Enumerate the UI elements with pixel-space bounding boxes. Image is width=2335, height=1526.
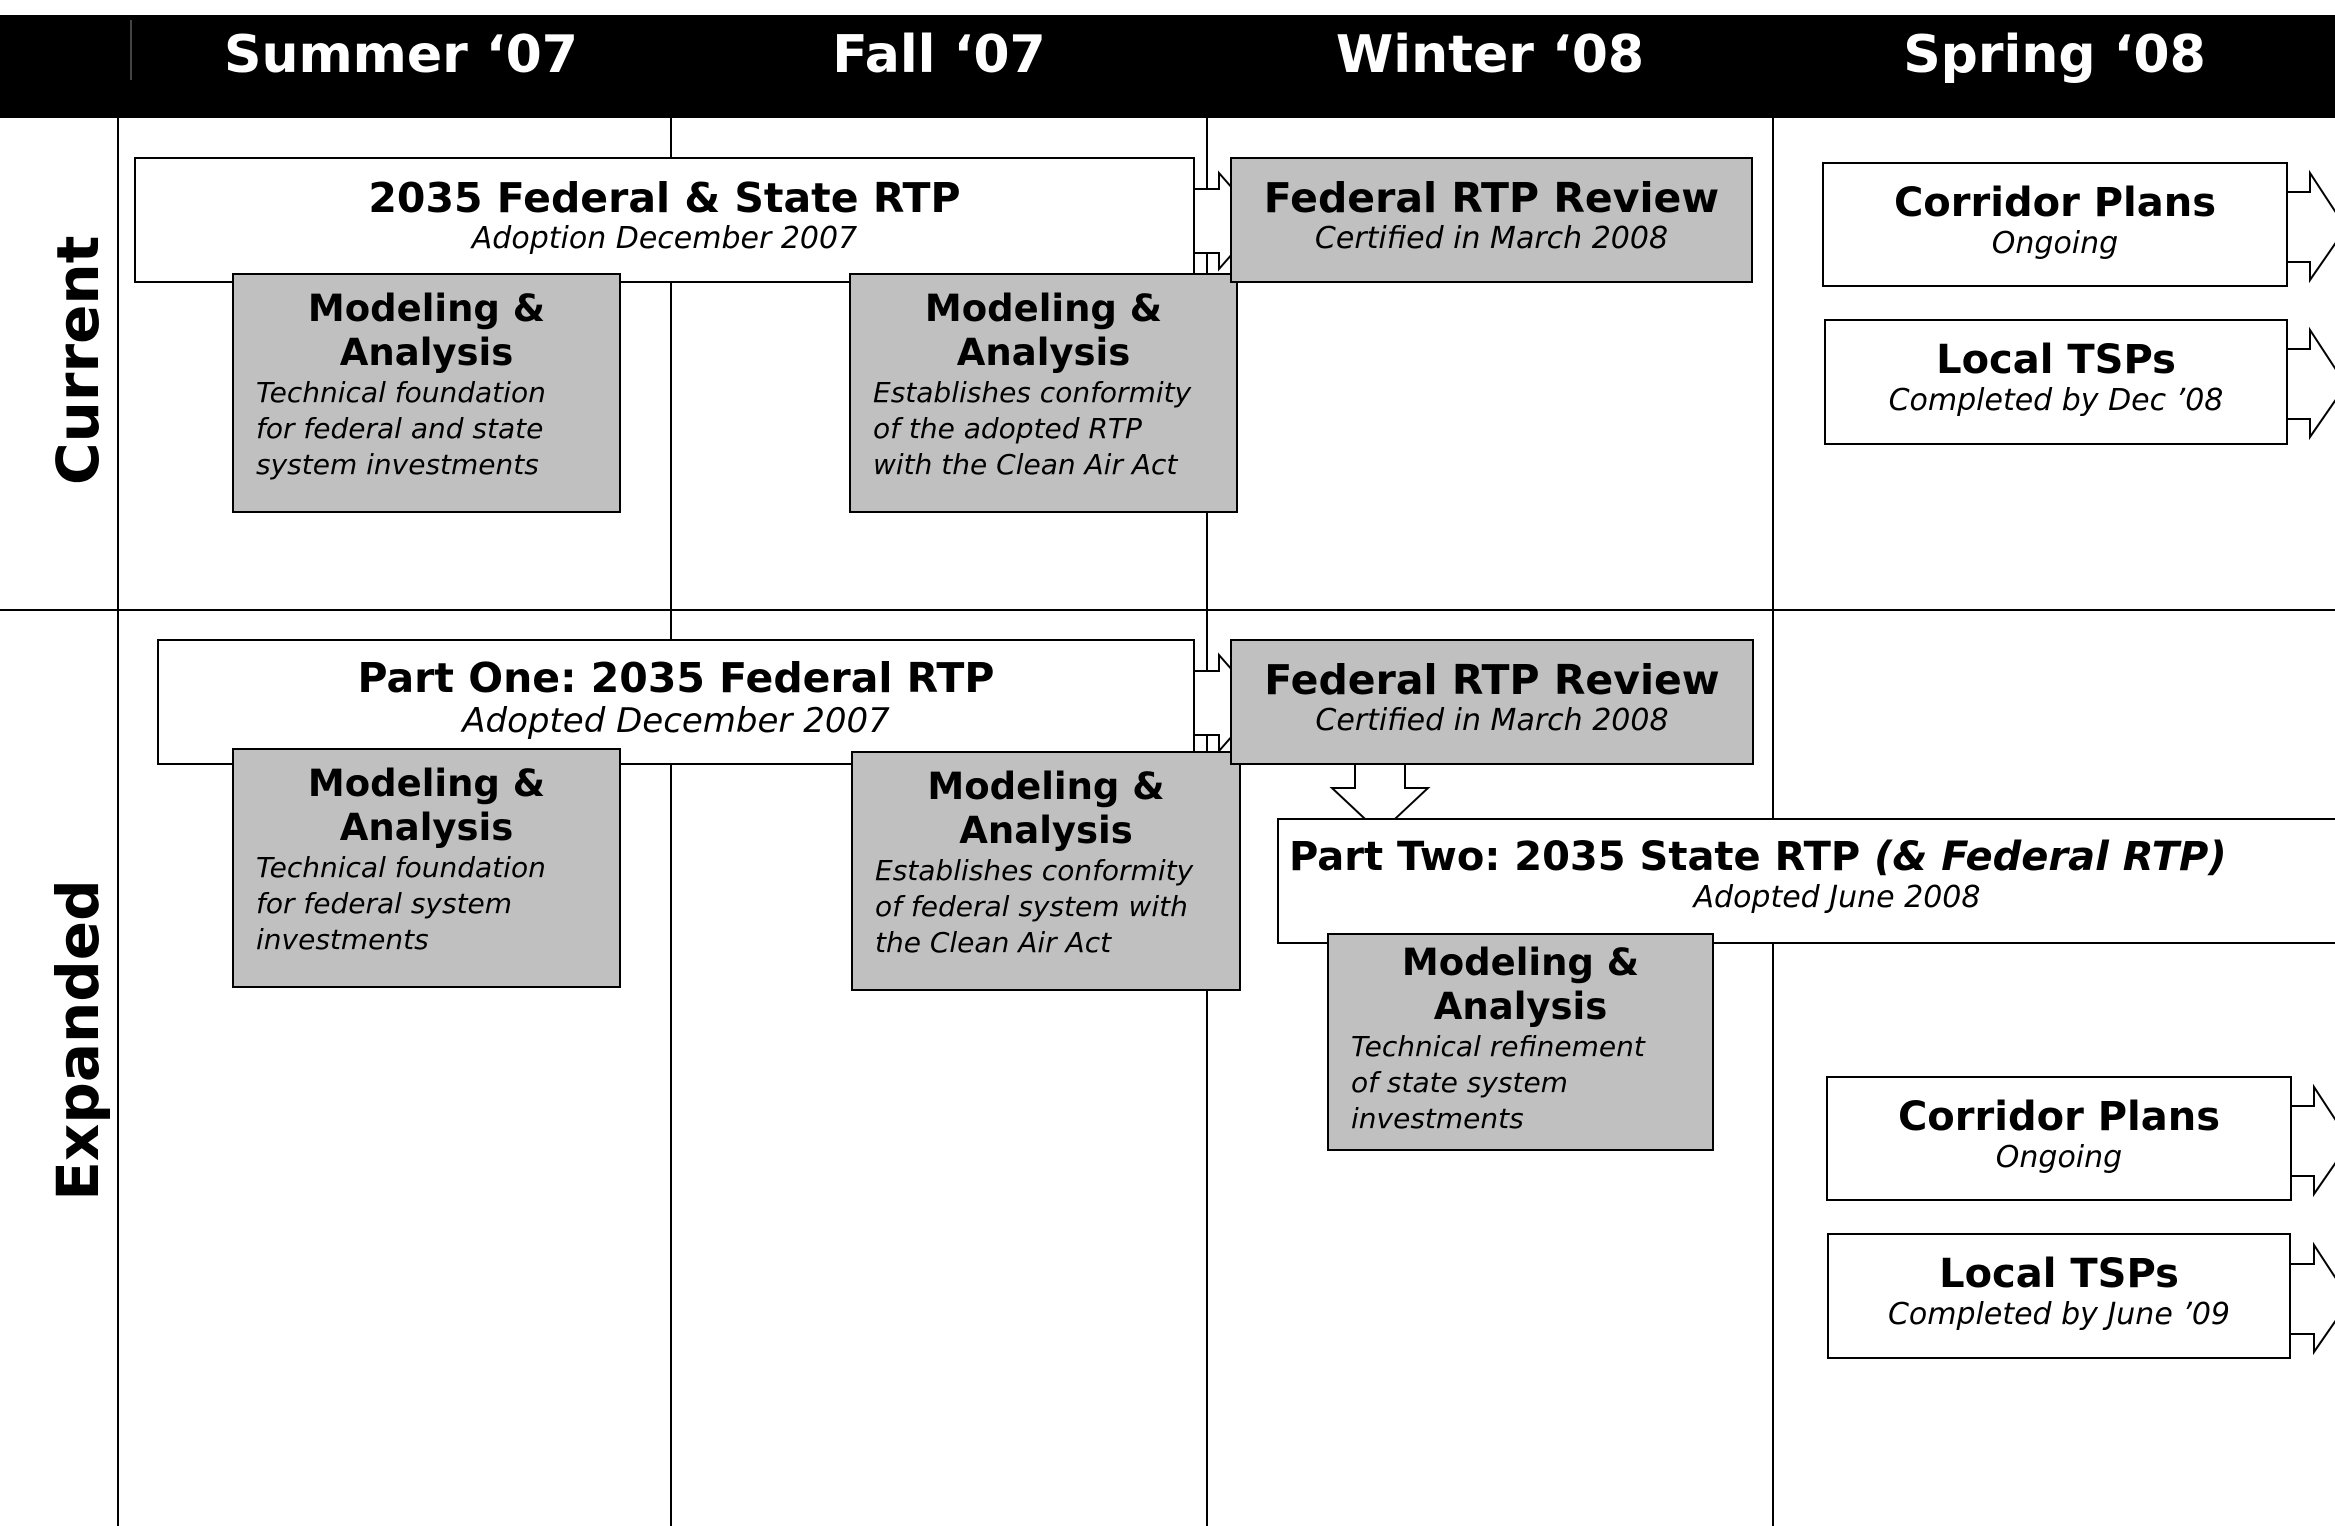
box-title: Modeling & xyxy=(924,287,1163,330)
current-federal-rtp-review xyxy=(1230,157,1753,283)
box-subtitle: Ongoing xyxy=(1991,226,2119,261)
column-header-fall-07: Fall ‘07 xyxy=(832,25,1046,85)
grid-line-summer-fall xyxy=(670,118,672,1526)
row-label-current: Current xyxy=(44,235,112,485)
box-subtitle: Completed by June ’09 xyxy=(1887,1297,2231,1332)
box-title: Corridor Plans xyxy=(1897,1094,2221,1140)
box-subtitle: Completed by Dec ’08 xyxy=(1888,383,2224,418)
box-title: Modeling & xyxy=(307,287,546,330)
expanded-part-one-box xyxy=(157,639,1195,765)
box-subtitle: Adopted December 2007 xyxy=(462,701,890,741)
row-label-expanded: Expanded xyxy=(44,879,112,1201)
arrow-right-icon xyxy=(2290,1084,2335,1194)
current-modeling-analysis-1 xyxy=(232,273,621,513)
expanded-local-tsps xyxy=(1827,1233,2291,1359)
column-header-winter-08: Winter ‘08 xyxy=(1335,25,1645,85)
box-description: Establishes conformity xyxy=(873,376,1192,409)
box-title: Analysis xyxy=(956,331,1131,374)
box-description: Technical foundation xyxy=(256,851,546,884)
current-local-tsps xyxy=(1824,319,2288,445)
box-description: Technical refinement xyxy=(1351,1030,1645,1063)
box-title: Local TSPs xyxy=(1936,337,2176,383)
box-description: of the adopted RTP xyxy=(873,412,1142,445)
grid-line-label-column xyxy=(117,118,119,1526)
box-title: Corridor Plans xyxy=(1893,180,2217,226)
box-description: of federal system with xyxy=(875,890,1188,923)
box-description: of state system xyxy=(1351,1066,1568,1099)
current-corridor-plans xyxy=(1822,162,2288,287)
box-title: Analysis xyxy=(339,806,514,849)
box-title-italic: (& Federal RTP) xyxy=(1874,834,2227,880)
arrow-right-icon xyxy=(2286,327,2335,437)
box-title xyxy=(1279,834,2335,880)
box-subtitle: Certified in March 2008 xyxy=(1315,703,1669,738)
box-description: for federal system xyxy=(256,887,513,920)
expanded-modeling-analysis-1 xyxy=(232,748,621,988)
arrow-right-icon xyxy=(2286,170,2335,280)
box-description: investments xyxy=(1351,1102,1524,1135)
current-rtp-box xyxy=(134,157,1195,283)
box-title: Analysis xyxy=(1433,985,1608,1028)
expanded-modeling-analysis-2 xyxy=(851,751,1241,991)
box-subtitle: Adoption December 2007 xyxy=(471,221,858,256)
box-title: Federal RTP Review xyxy=(1263,174,1720,222)
box-title: Modeling & xyxy=(927,765,1165,808)
box-subtitle: Certified in March 2008 xyxy=(1314,221,1669,256)
box-description: for federal and state xyxy=(256,412,544,445)
box-title: Part One: 2035 Federal RTP xyxy=(357,654,995,702)
box-title: Federal RTP Review xyxy=(1264,656,1720,704)
box-description: Establishes conformity xyxy=(875,854,1194,887)
expanded-corridor-plans xyxy=(1826,1076,2292,1201)
box-title-main: Part Two: 2035 State RTP xyxy=(1289,834,1861,880)
box-title: Modeling & xyxy=(1401,941,1640,984)
box-title: Modeling & xyxy=(307,762,546,805)
box-description: investments xyxy=(256,923,429,956)
expanded-federal-rtp-review xyxy=(1230,639,1754,765)
box-title: Analysis xyxy=(959,809,1133,852)
current-modeling-analysis-2 xyxy=(849,273,1238,513)
arrow-right-icon xyxy=(2290,1242,2335,1352)
row-divider xyxy=(0,609,2335,611)
box-title: 2035 Federal & State RTP xyxy=(368,174,961,222)
box-subtitle: Adopted June 2008 xyxy=(1693,880,1981,915)
box-title: Local TSPs xyxy=(1939,1251,2179,1297)
box-description: Technical foundation xyxy=(256,376,546,409)
box-title: Analysis xyxy=(339,331,514,374)
box-description: system investments xyxy=(256,448,539,481)
column-header-summer-07: Summer ‘07 xyxy=(224,25,578,85)
box-description: with the Clean Air Act xyxy=(873,448,1178,481)
expanded-modeling-analysis-3 xyxy=(1327,933,1714,1151)
column-header-spring-08: Spring ‘08 xyxy=(1903,25,2206,85)
expanded-part-two-box xyxy=(1277,818,2335,944)
box-description: the Clean Air Act xyxy=(875,926,1112,959)
box-subtitle: Ongoing xyxy=(1995,1140,2123,1175)
